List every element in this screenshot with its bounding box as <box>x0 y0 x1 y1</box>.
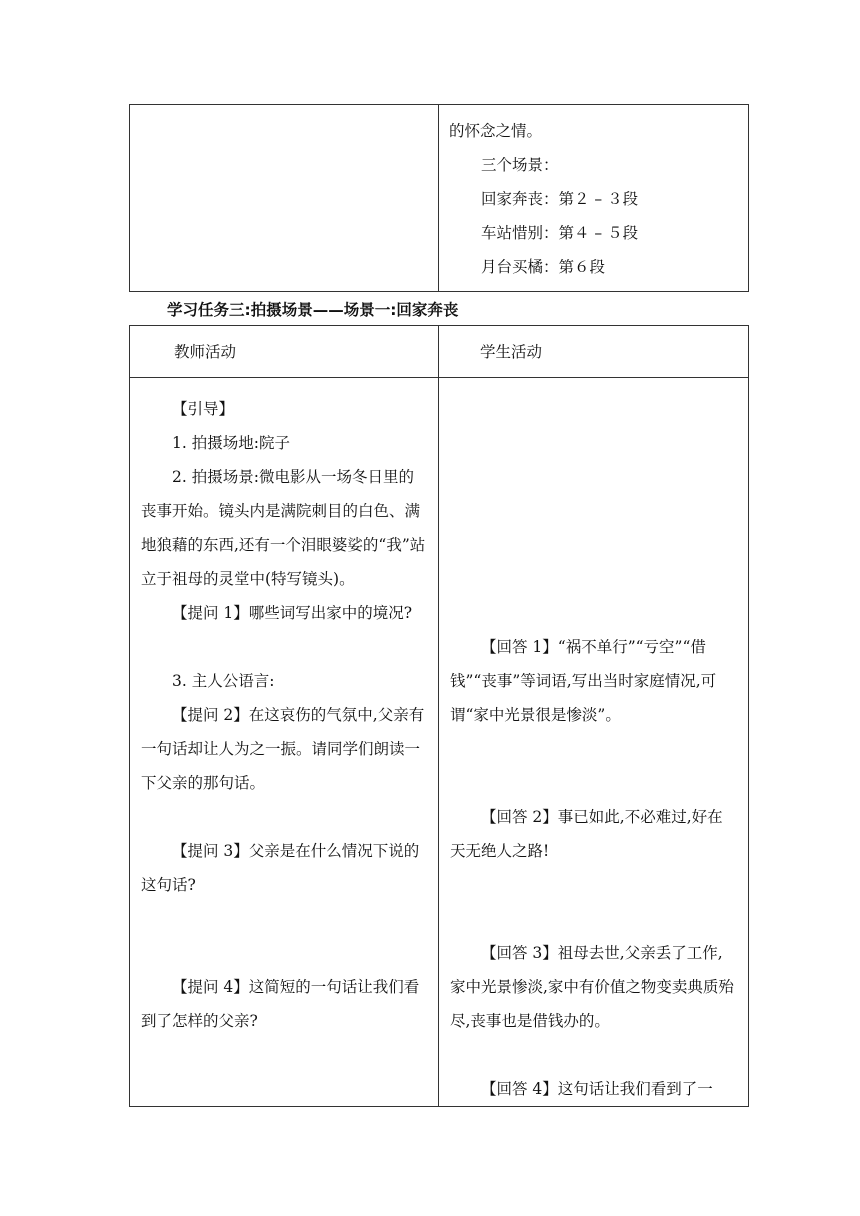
student-answer-3: 【回答 3】祖母去世,父亲丢了工作,家中光景惨淡,家中有价值之物变卖典质殆尽,丧事也是借钱办的。 <box>450 944 734 1030</box>
teacher-question-1: 【提问 1】哪些词写出家中的境况? <box>172 604 413 622</box>
section-title: 学习任务三:拍摄场景——场景一:回家奔丧 <box>167 301 459 319</box>
student-cell <box>439 378 749 1107</box>
student-answer-1: 【回答 1】“祸不单行”“亏空”“借钱”“丧事”等词语,写出当时家庭情况,可谓“家中光景很是惨淡”。 <box>450 638 717 724</box>
top-line-3: 回家奔丧：第２ – ３段 <box>481 190 639 208</box>
top-line-5: 月台买橘：第６段 <box>481 258 606 276</box>
top-right-cell <box>439 105 749 292</box>
top-line-4: 车站惜别：第４ – ５段 <box>481 224 639 242</box>
teacher-question-2: 【提问 2】在这哀伤的气氛中,父亲有一句话却让人为之一振。请同学们朗读一下父亲的那句话。 <box>141 706 425 792</box>
teacher-question-3: 【提问 3】父亲是在什么情况下说的这句话? <box>141 842 420 894</box>
top-table <box>129 104 749 292</box>
teacher-item-1: 1. 拍摄场地:院子 <box>172 434 290 452</box>
teacher-item-3: 3. 主人公语言: <box>172 672 275 690</box>
teacher-question-4: 【提问 4】这简短的一句话让我们看到了怎样的父亲? <box>141 978 420 1030</box>
activity-table <box>129 325 749 1107</box>
student-answer-2: 【回答 2】事已如此,不必难过,好在天无绝人之路! <box>450 808 723 860</box>
teacher-guide: 【引导】 <box>172 400 235 418</box>
top-line-1: 的怀念之情。 <box>449 122 543 140</box>
top-left-cell <box>130 105 439 292</box>
header-teacher: 教师活动 <box>130 326 439 378</box>
header-student: 学生活动 <box>439 326 749 378</box>
teacher-cell <box>130 378 439 1107</box>
teacher-item-2: 2. 拍摄场景:微电影从一场冬日里的丧事开始。镜头内是满院刺目的白色、满地狼藉的东西,还有一个泪眼婆娑的“我”站立于祖母的灵堂中(特写镜头)。 <box>141 468 426 588</box>
top-line-2: 三个场景： <box>481 156 559 174</box>
student-answer-4: 【回答 4】这句话让我们看到了一 <box>481 1080 713 1098</box>
